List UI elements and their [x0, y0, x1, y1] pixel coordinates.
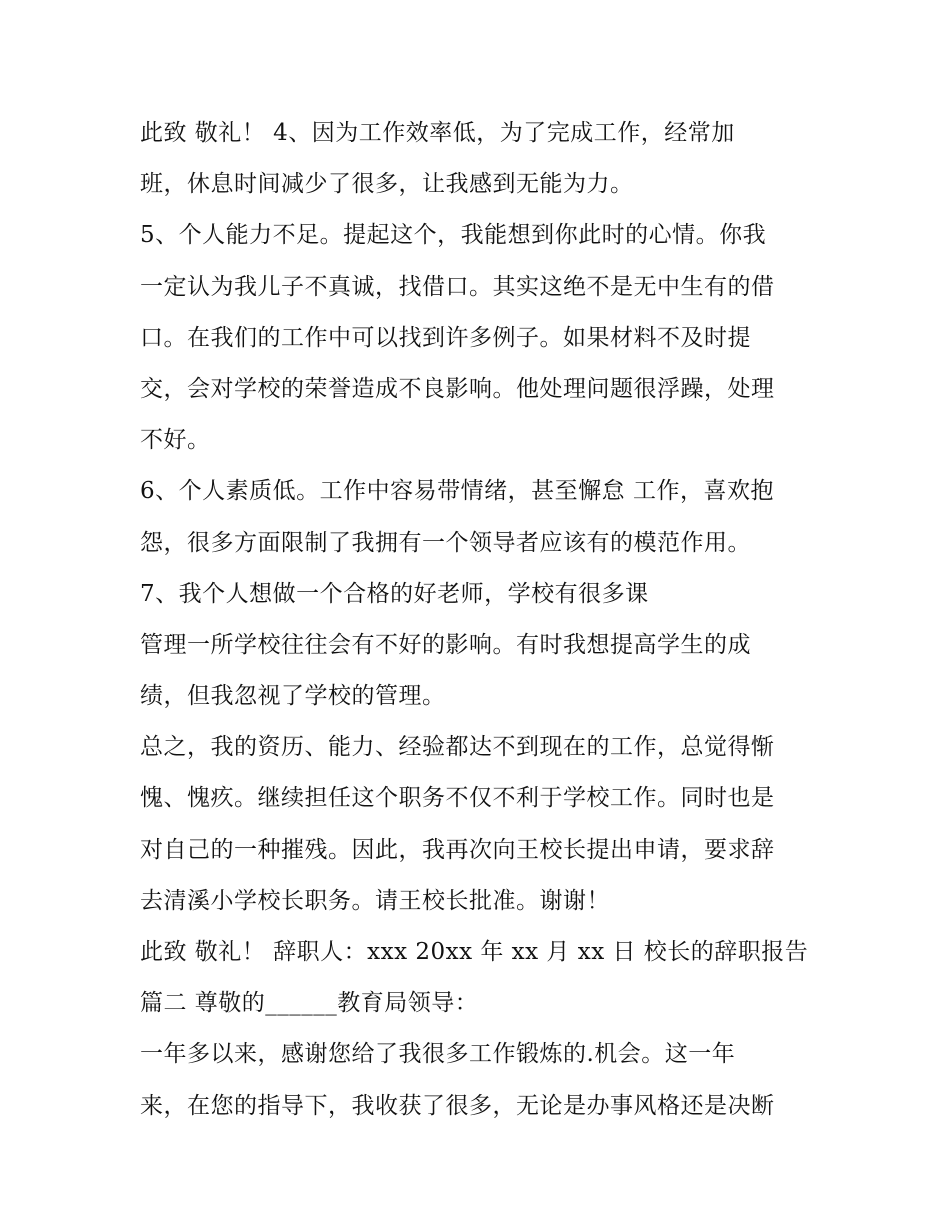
- text-line: 对自己的一种摧残。因此，我再次向王校长提出申请，要求辞: [140, 836, 775, 863]
- text-line: 6、个人素质低。工作中容易带情绪，甚至懈怠 工作，喜欢抱: [140, 478, 774, 505]
- text-line: 一年多以来，感谢您给了我很多工作锻炼的.机会。这一年: [140, 1041, 736, 1068]
- text-line: 怨，很多方面限制了我拥有一个领导者应该有的模范作用。: [140, 529, 751, 556]
- text-line: 来，在您的指导下，我收获了很多，无论是办事风格还是决断: [140, 1092, 775, 1119]
- text-line: 管理一所学校往往会有不好的影响。有时我想提高学生的成: [140, 631, 751, 658]
- text-line: 篇二 尊敬的______教育局领导：: [140, 990, 479, 1017]
- text-line: 去清溪小学校长职务。请王校长批准。谢谢！: [140, 887, 610, 914]
- text-line: 愧、愧疚。继续担任这个职务不仅不利于学校工作。同时也是: [140, 785, 775, 812]
- text-line: 班，休息时间减少了很多，让我感到无能为力。: [140, 171, 634, 198]
- text-line: 绩，但我忽视了学校的管理。: [140, 683, 446, 710]
- text-line: 不好。: [140, 427, 211, 454]
- text-line: 此致 敬礼！ 4、因为工作效率低，为了完成工作，经常加: [140, 120, 735, 146]
- text-line: 一定认为我儿子不真诚，找借口。其实这绝不是无中生有的借: [140, 273, 775, 300]
- text-line: 总之，我的资历、能力、经验都达不到现在的工作，总觉得惭: [140, 734, 775, 761]
- text-line: 7、我个人想做一个合格的好老师，学校有很多课: [140, 580, 649, 607]
- text-line: 交，会对学校的荣誉造成不良影响。他处理问题很浮躁，处理: [140, 375, 775, 402]
- text-line: 口。在我们的工作中可以找到许多例子。如果材料不及时提: [140, 324, 751, 351]
- body-text: [140, 108, 830, 1132]
- text-line: 此致 敬礼！ 辞职人：xxx 20xx 年 xx 月 xx 日 校长的辞职报告: [140, 939, 809, 965]
- text-line: 5、个人能力不足。提起这个，我能想到你此时的心情。你我: [140, 222, 767, 249]
